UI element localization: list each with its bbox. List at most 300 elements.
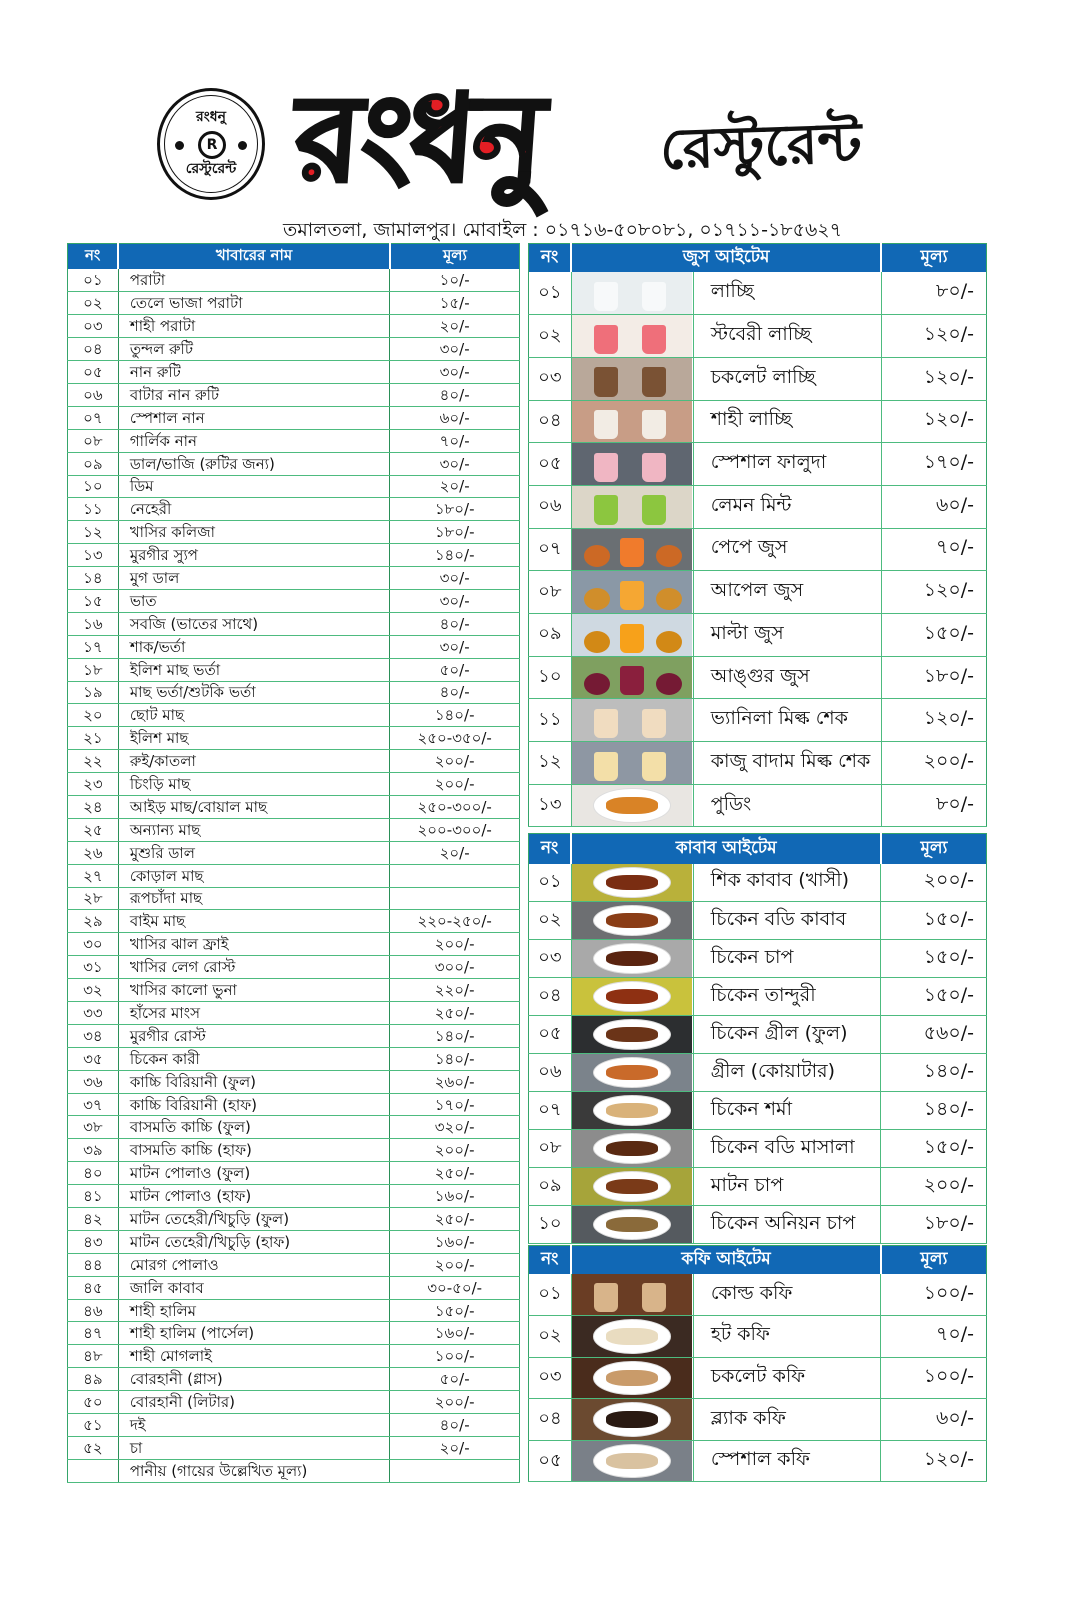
item-name: তুন্দল রুটি xyxy=(118,338,390,361)
item-price: ১৫০/- xyxy=(390,1299,520,1322)
thumb-background xyxy=(572,699,692,741)
thumb-background xyxy=(572,742,692,784)
item-image-cell xyxy=(571,864,693,902)
item-number: ০৮ xyxy=(529,1130,572,1168)
menu-row xyxy=(68,1368,520,1391)
item-number: ০৩ xyxy=(529,940,572,978)
item-name: চিকেন গ্রীল (ফুল) xyxy=(693,1016,881,1054)
item-image-cell xyxy=(571,1357,693,1399)
food-shape xyxy=(606,989,658,1004)
item-name: শাক/ভর্তা xyxy=(118,635,390,658)
item-price: ৬০/- xyxy=(881,485,986,528)
item-image-cell xyxy=(571,656,693,699)
menu-row xyxy=(529,902,987,940)
item-price: ১৮০/- xyxy=(390,521,520,544)
item-name: রুই/কাতলা xyxy=(118,750,390,773)
item-price: ১২০/- xyxy=(881,1440,987,1482)
menu-row xyxy=(68,1276,520,1299)
item-name: হাঁসের মাংস xyxy=(118,1002,390,1025)
item-price: ২০০/- xyxy=(390,750,520,773)
menu-row xyxy=(68,1436,520,1459)
glass-shape xyxy=(642,752,666,781)
item-number: ০৪ xyxy=(529,1399,572,1441)
item-image-cell xyxy=(571,571,693,614)
menu-row xyxy=(529,864,987,902)
thumb-background xyxy=(572,315,692,357)
item-name: তেলে ভাজা পরাটা xyxy=(118,292,390,315)
item-number: ০১ xyxy=(529,1274,572,1316)
menu-row xyxy=(529,272,987,315)
coffee-menu-table xyxy=(528,1245,987,1482)
menu-row xyxy=(529,742,987,785)
item-price: ১৫/- xyxy=(390,292,520,315)
item-price: ১৫০/- xyxy=(881,902,987,940)
menu-row xyxy=(68,750,520,773)
item-number: ৩৪ xyxy=(68,1024,119,1047)
menu-row xyxy=(68,315,520,338)
fruit-shape xyxy=(584,631,610,653)
brand-name: রংধনু xyxy=(290,70,545,209)
item-price: ১২০/- xyxy=(881,357,986,400)
item-name: চকলেট কফি xyxy=(693,1357,880,1399)
menu-row xyxy=(68,338,520,361)
food-shape xyxy=(606,1179,658,1194)
fruit-shape xyxy=(656,545,682,567)
column-header-name: কাবাব আইটেম xyxy=(571,834,881,864)
item-number: ২৫ xyxy=(68,818,119,841)
menu-row xyxy=(68,1024,520,1047)
item-number: ০৮ xyxy=(68,429,119,452)
item-image-cell xyxy=(571,614,693,657)
item-name: শাহী পরাটা xyxy=(118,315,390,338)
item-name: মাটন তেহেরী/খিচুড়ি (ফুল) xyxy=(118,1208,390,1231)
item-price: ১২০/- xyxy=(881,699,986,742)
menu-row xyxy=(68,406,520,429)
food-shape xyxy=(606,1027,658,1042)
item-price: ২৫০/- xyxy=(390,1208,520,1231)
menu-row xyxy=(529,1054,987,1092)
menu-row xyxy=(68,1185,520,1208)
item-price: ২০০/- xyxy=(390,1391,520,1414)
menu-row xyxy=(529,1130,987,1168)
item-number: ১০ xyxy=(529,1206,572,1244)
shahi-lassi-image xyxy=(572,401,692,443)
food-shape xyxy=(606,1411,658,1427)
item-price: ১৬০/- xyxy=(390,1322,520,1345)
menu-row xyxy=(529,1168,987,1206)
food-shape xyxy=(606,1370,658,1386)
column-header-price: মূল্য xyxy=(881,244,986,273)
column-header-no: নং xyxy=(68,244,119,270)
menu-row xyxy=(68,1299,520,1322)
item-price: ২০০/- xyxy=(390,1253,520,1276)
menu-row xyxy=(68,979,520,1002)
item-image-cell xyxy=(571,699,693,742)
item-name: বাটার নান রুটি xyxy=(118,383,390,406)
kabab-menu-header-row xyxy=(529,834,987,864)
item-number: ৪১ xyxy=(68,1185,119,1208)
logo-bottom-text: রেস্টুরেন্ট xyxy=(185,161,237,177)
fruit-shape xyxy=(584,588,610,610)
item-price: ৭০/- xyxy=(390,429,520,452)
item-number xyxy=(68,1459,119,1482)
item-price: ৩০/- xyxy=(390,338,520,361)
menu-row xyxy=(68,589,520,612)
item-number: ৩২ xyxy=(68,979,119,1002)
item-price: ২০০/- xyxy=(881,1168,987,1206)
menu-row xyxy=(68,658,520,681)
menu-row xyxy=(68,841,520,864)
item-name: ছোট মাছ xyxy=(118,704,390,727)
item-price: ২০/- xyxy=(390,1436,520,1459)
item-price: ১৮০/- xyxy=(881,656,986,699)
item-price: ৭০/- xyxy=(881,1316,987,1358)
item-name: গ্রীল (কোয়াটার) xyxy=(693,1054,881,1092)
item-number: ১৮ xyxy=(68,658,119,681)
menu-row xyxy=(529,315,987,358)
item-number: ১৪ xyxy=(68,567,119,590)
item-name: চিকেন অনিয়ন চাপ xyxy=(693,1206,881,1244)
menu-row xyxy=(529,784,987,827)
menu-row xyxy=(68,612,520,635)
column-header-price: মূল্য xyxy=(881,834,987,864)
item-price xyxy=(390,887,520,910)
thumb-background xyxy=(572,401,692,443)
item-name: কাজু বাদাম মিল্ক শেক xyxy=(693,742,881,785)
item-name: খাসির কালো ভুনা xyxy=(118,979,390,1002)
item-name: স্পেশাল নান xyxy=(118,406,390,429)
item-name: মুশুরি ডাল xyxy=(118,841,390,864)
item-number: ৪৩ xyxy=(68,1230,119,1253)
item-name: লেমন মিন্ট xyxy=(693,485,881,528)
item-image-cell xyxy=(571,742,693,785)
menu-row xyxy=(68,1322,520,1345)
item-price: ২০০/- xyxy=(390,1139,520,1162)
item-price: ১৬০/- xyxy=(390,1185,520,1208)
glass-shape xyxy=(594,495,618,524)
food-shape xyxy=(606,1103,658,1118)
menu-row xyxy=(68,452,520,475)
chocolate-coffee-image xyxy=(572,1358,692,1399)
item-price: ২২০-২৫০/- xyxy=(390,910,520,933)
item-name: আপেল জুস xyxy=(693,571,881,614)
item-name: চিকেন বডি কাবাব xyxy=(693,902,881,940)
item-number: ৫১ xyxy=(68,1414,119,1437)
item-image-cell xyxy=(571,1016,693,1054)
item-number: ০৩ xyxy=(529,357,572,400)
item-number: ৩৮ xyxy=(68,1116,119,1139)
menu-row xyxy=(68,635,520,658)
item-number: ৩১ xyxy=(68,956,119,979)
thumb-background xyxy=(572,1274,692,1315)
item-number: ১১ xyxy=(529,699,572,742)
item-price: ৩০/- xyxy=(390,361,520,384)
item-price: ৪০/- xyxy=(390,383,520,406)
menu-row xyxy=(529,357,987,400)
menu-row xyxy=(68,544,520,567)
item-number: ১২ xyxy=(68,521,119,544)
menu-row xyxy=(68,773,520,796)
item-name: কোল্ড কফি xyxy=(693,1274,880,1316)
item-name: ব্ল্যাক কফি xyxy=(693,1399,880,1441)
item-price: ৭০/- xyxy=(881,528,986,571)
brand-subtitle: রেস্টুরেন্ট xyxy=(658,110,863,183)
chicken-shawarma-image xyxy=(572,1092,692,1129)
item-price: ১৮০/- xyxy=(390,498,520,521)
menu-row xyxy=(68,1253,520,1276)
item-number: ২০ xyxy=(68,704,119,727)
item-name: পরাটা xyxy=(118,269,390,292)
item-price: ৪০/- xyxy=(390,612,520,635)
item-price: ২৫০-৩৫০/- xyxy=(390,727,520,750)
menu-row xyxy=(68,1208,520,1231)
item-number: ৪৯ xyxy=(68,1368,119,1391)
food-shape xyxy=(606,1141,658,1156)
item-number: ৫০ xyxy=(68,1391,119,1414)
falooda-image xyxy=(572,443,692,485)
menu-row xyxy=(68,910,520,933)
menu-row xyxy=(68,498,520,521)
item-name: পানীয় (গায়ের উল্লেখিত মূল্য) xyxy=(118,1459,390,1482)
item-image-cell xyxy=(571,1274,693,1316)
item-price: ২০/- xyxy=(390,475,520,498)
item-price: ২০০/- xyxy=(881,742,986,785)
item-number: ০৪ xyxy=(68,338,119,361)
special-coffee-image xyxy=(572,1441,692,1482)
item-name: মুরগীর স্যুপ xyxy=(118,544,390,567)
logo-dot-icon xyxy=(175,141,184,150)
item-image-cell xyxy=(571,1092,693,1130)
column-header-price: মূল্য xyxy=(881,1246,987,1275)
item-name: শাহী লাচ্ছি xyxy=(693,400,881,443)
menu-row xyxy=(529,1357,987,1399)
menu-row xyxy=(68,681,520,704)
item-number: ৪৫ xyxy=(68,1276,119,1299)
item-price: ১৮০/- xyxy=(881,1206,987,1244)
item-name: শাহী হালিম (পার্সেল) xyxy=(118,1322,390,1345)
food-shape xyxy=(606,797,658,814)
column-header-name: খাবারের নাম xyxy=(118,244,390,270)
item-price: ৫৬০/- xyxy=(881,1016,987,1054)
item-number: ০৩ xyxy=(68,315,119,338)
item-number: ২২ xyxy=(68,750,119,773)
item-price: ২০০/- xyxy=(390,933,520,956)
item-number: ১৭ xyxy=(68,635,119,658)
thumb-background xyxy=(572,272,692,314)
thumb-background xyxy=(572,443,692,485)
item-number: ৩৭ xyxy=(68,1093,119,1116)
item-name: ইলিশ মাছ xyxy=(118,727,390,750)
item-price: ১৫০/- xyxy=(881,614,986,657)
item-name: লাচ্ছি xyxy=(693,272,881,315)
item-number: ২১ xyxy=(68,727,119,750)
item-number: ১৫ xyxy=(68,589,119,612)
item-price: ৩০/- xyxy=(390,635,520,658)
fruit-shape xyxy=(584,545,610,567)
menu-row xyxy=(68,1345,520,1368)
menu-row xyxy=(529,1440,987,1482)
item-number: ২৬ xyxy=(68,841,119,864)
item-name: চিকেন তান্দুরী xyxy=(693,978,881,1016)
item-number: ০৫ xyxy=(529,443,572,486)
item-name: স্পেশাল ফালুদা xyxy=(693,443,881,486)
column-header-no: নং xyxy=(529,244,572,273)
item-image-cell xyxy=(571,315,693,358)
glass-shape xyxy=(620,666,644,695)
glass-shape xyxy=(642,1283,666,1312)
column-header-no: নং xyxy=(529,834,572,864)
glass-shape xyxy=(620,538,644,567)
item-number: ০৬ xyxy=(68,383,119,406)
item-image-cell xyxy=(571,1130,693,1168)
menu-row xyxy=(529,1274,987,1316)
item-price: ২০/- xyxy=(390,315,520,338)
glass-shape xyxy=(642,453,666,482)
item-price: ১০০/- xyxy=(881,1274,987,1316)
item-name: মাটন পোলাও (হাফ) xyxy=(118,1185,390,1208)
hot-coffee-image xyxy=(572,1316,692,1357)
item-price: ২০০/- xyxy=(390,773,520,796)
item-number: ০৫ xyxy=(529,1016,572,1054)
glass-shape xyxy=(620,624,644,653)
item-number: ১৯ xyxy=(68,681,119,704)
menu-row xyxy=(68,704,520,727)
menu-row xyxy=(529,571,987,614)
food-shape xyxy=(606,1217,658,1232)
item-price: ১৪০/- xyxy=(390,544,520,567)
menu-row xyxy=(529,1016,987,1054)
item-name: ডিম xyxy=(118,475,390,498)
menu-row xyxy=(529,485,987,528)
menu-row xyxy=(68,956,520,979)
item-image-cell xyxy=(571,1054,693,1092)
glass-shape xyxy=(620,581,644,610)
item-name: ভাত xyxy=(118,589,390,612)
fruit-shape xyxy=(656,631,682,653)
item-name: বোরহানী (লিটার) xyxy=(118,1391,390,1414)
item-image-cell xyxy=(571,902,693,940)
fruit-shape xyxy=(656,673,682,695)
item-number: ০২ xyxy=(68,292,119,315)
chicken-tandoori-image xyxy=(572,978,692,1015)
item-number: ০২ xyxy=(529,902,572,940)
item-name: ইলিশ মাছ ভর্তা xyxy=(118,658,390,681)
restaurant-logo-seal xyxy=(157,88,265,200)
item-price: ১৭০/- xyxy=(881,443,986,486)
item-price: ৮০/- xyxy=(881,272,986,315)
item-name: অন্যান্য মাছ xyxy=(118,818,390,841)
item-name: হট কফি xyxy=(693,1316,880,1358)
food-shape xyxy=(606,1453,658,1469)
item-number: ০১ xyxy=(68,269,119,292)
item-number: ০৬ xyxy=(529,485,572,528)
fruit-shape xyxy=(656,588,682,610)
item-name: আইড় মাছ/বোয়াল মাছ xyxy=(118,795,390,818)
item-number: ৪৬ xyxy=(68,1299,119,1322)
apple-juice-image xyxy=(572,571,692,613)
item-image-cell xyxy=(571,940,693,978)
item-name: জালি কাবাব xyxy=(118,1276,390,1299)
item-price: ২০০/- xyxy=(881,864,987,902)
item-price: ২২০/- xyxy=(390,979,520,1002)
menu-row xyxy=(68,727,520,750)
glass-shape xyxy=(642,410,666,439)
item-name: মাটন তেহেরী/খিচুড়ি (হাফ) xyxy=(118,1230,390,1253)
item-price: ৩০/- xyxy=(390,589,520,612)
menu-row xyxy=(529,528,987,571)
item-name: মাছ ভর্তা/শুটকি ভর্তা xyxy=(118,681,390,704)
item-number: ০৯ xyxy=(529,614,572,657)
item-name: শাহী হালিম xyxy=(118,1299,390,1322)
menu-row xyxy=(68,1070,520,1093)
menu-row xyxy=(68,818,520,841)
item-number: ৫২ xyxy=(68,1436,119,1459)
item-image-cell xyxy=(571,357,693,400)
glass-shape xyxy=(642,325,666,354)
item-number: ১৩ xyxy=(68,544,119,567)
chocolate-lassi-image xyxy=(572,358,692,400)
item-number: ৪৭ xyxy=(68,1322,119,1345)
menu-row xyxy=(529,699,987,742)
item-name: চিকেন বডি মাসালা xyxy=(693,1130,881,1168)
chicken-grill-full-image xyxy=(572,1016,692,1053)
item-name: মাটন পোলাও (ফুল) xyxy=(118,1162,390,1185)
food-shape xyxy=(606,1065,658,1080)
item-name: ডাল/ভাজি (রুটির জন্য) xyxy=(118,452,390,475)
glass-shape xyxy=(594,367,618,396)
menu-row xyxy=(529,400,987,443)
item-image-cell xyxy=(571,1399,693,1441)
item-name: মাল্টা জুস xyxy=(693,614,881,657)
item-number: ১৬ xyxy=(68,612,119,635)
item-name: নান রুটি xyxy=(118,361,390,384)
item-number: ১১ xyxy=(68,498,119,521)
item-price: ২৫০/- xyxy=(390,1002,520,1025)
item-name: বাইম মাছ xyxy=(118,910,390,933)
item-number: ৩৬ xyxy=(68,1070,119,1093)
juice-menu-header-row xyxy=(529,244,987,273)
item-number: ০২ xyxy=(529,1316,572,1358)
column-header-name: কফি আইটেম xyxy=(571,1246,880,1275)
item-name: সবজি (ভাতের সাথে) xyxy=(118,612,390,635)
item-number: ৪০ xyxy=(68,1162,119,1185)
papaya-juice-image xyxy=(572,529,692,571)
item-price: ১০০/- xyxy=(390,1345,520,1368)
juice-menu-table xyxy=(528,243,987,827)
item-name: শিক কাবাব (খাসী) xyxy=(693,864,881,902)
menu-row xyxy=(68,521,520,544)
item-number: ০৫ xyxy=(68,361,119,384)
item-name: গার্লিক নান xyxy=(118,429,390,452)
item-price: ২০/- xyxy=(390,841,520,864)
sheek-kabab-image xyxy=(572,864,692,902)
item-number: ০৭ xyxy=(529,528,572,571)
menu-row xyxy=(529,1206,987,1244)
item-number: ৪৪ xyxy=(68,1253,119,1276)
menu-row xyxy=(68,795,520,818)
black-coffee-image xyxy=(572,1399,692,1440)
menu-row xyxy=(68,383,520,406)
chicken-boti-masala-image xyxy=(572,1130,692,1167)
grape-juice-image xyxy=(572,657,692,699)
item-number: ২৭ xyxy=(68,864,119,887)
kabab-menu-table xyxy=(528,833,987,1244)
item-image-cell xyxy=(571,528,693,571)
item-name: চিকেন চাপ xyxy=(693,940,881,978)
item-price: ৩২০/- xyxy=(390,1116,520,1139)
item-price: ২০০-৩০০/- xyxy=(390,818,520,841)
item-name: রূপচাঁদা মাছ xyxy=(118,887,390,910)
